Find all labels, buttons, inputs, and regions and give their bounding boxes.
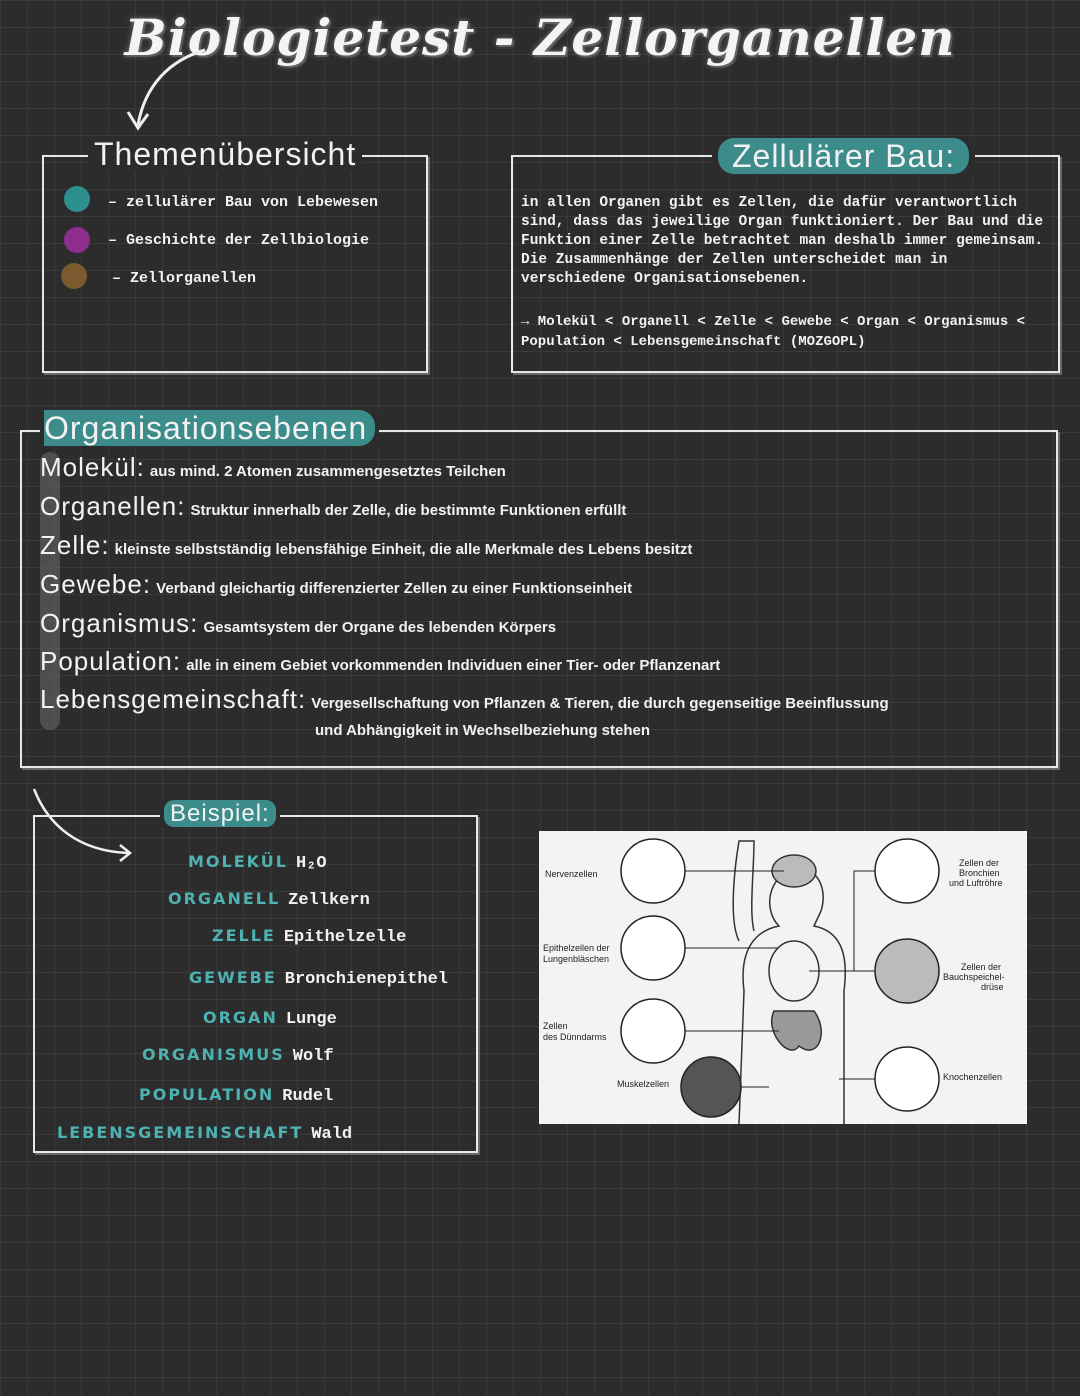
diagram-label: Nervenzellen bbox=[545, 869, 598, 879]
example-row bbox=[212, 926, 406, 947]
level-definition: alle in einem Gebiet vorkommenden Individuen einer Tier- oder Pflanzenart bbox=[186, 657, 721, 674]
diagram-label: Lungenbläschen bbox=[543, 954, 610, 964]
example-value: Lunge bbox=[285, 1010, 337, 1029]
example-heading-wrap bbox=[160, 800, 280, 828]
cell-structure-text: in allen Organen gibt es Zellen, die dafür verantwortlich sind, dass das jeweilige Organ funktioniert. Der Bau und die Funktion einer Zelle betrachtet man deshalb immer gemeinsam. Die Zusammenhänge der Zellen unterscheidet man in verschiedene Organisationsebenen. bbox=[521, 195, 1044, 287]
level-term: Molekül: bbox=[40, 452, 145, 482]
example-row bbox=[189, 968, 448, 989]
overview-box bbox=[42, 155, 428, 373]
diagram-label: Knochenzellen bbox=[943, 1072, 1003, 1082]
example-key: ZELLE bbox=[212, 926, 276, 945]
level-definition: kleinste selbstständig lebensfähige Einheit, die alle Merkmale des Lebens besitzt bbox=[114, 541, 693, 558]
overview-item: – Geschichte der Zellbiologie bbox=[108, 232, 370, 249]
diagram-label: Zellen bbox=[543, 1021, 568, 1031]
diagram-label: Bronchien bbox=[959, 868, 1000, 878]
level-definition: Vergesellschaftung von Pflanzen & Tieren, die durch gegenseitige Beeinflussung bbox=[311, 695, 889, 712]
example-row bbox=[168, 889, 370, 910]
level-row bbox=[40, 530, 692, 561]
muscle-cell-circle bbox=[681, 1057, 741, 1117]
levels-heading-wrap bbox=[40, 410, 379, 447]
diagram-label: Bauchspeichel- bbox=[943, 972, 1005, 982]
example-row bbox=[142, 1045, 334, 1066]
level-row bbox=[40, 491, 626, 522]
example-value: H₂O bbox=[295, 854, 327, 873]
overview-item: – zellulärer Bau von Lebewesen bbox=[108, 194, 379, 211]
diagram-label: Muskelzellen bbox=[617, 1079, 670, 1089]
example-key: ORGANISMUS bbox=[142, 1045, 285, 1064]
example-row bbox=[139, 1085, 333, 1106]
example-row bbox=[203, 1008, 337, 1029]
example-value: Bronchienepithel bbox=[284, 970, 448, 989]
level-term: Population: bbox=[40, 646, 182, 676]
level-row bbox=[40, 452, 506, 483]
gut-cell-circle bbox=[621, 999, 685, 1063]
nerve-cell-circle bbox=[621, 839, 685, 903]
epithel-cell-circle bbox=[621, 916, 685, 980]
overview-heading: Themenübersicht bbox=[88, 136, 362, 173]
level-definition: aus mind. 2 Atomen zusammengesetztes Teilchen bbox=[149, 463, 506, 480]
cell-structure-heading: Zellulärer Bau: bbox=[718, 138, 969, 174]
connector-lines bbox=[685, 871, 875, 1087]
arrow-icon bbox=[120, 40, 220, 140]
diagram-label: Zellen der bbox=[961, 962, 1002, 972]
diagram-label: und Luftröhre bbox=[949, 878, 1003, 888]
level-definition: Gesamtsystem der Organe des lebenden Körpers bbox=[203, 619, 557, 636]
body-outline bbox=[733, 841, 845, 1124]
level-row bbox=[40, 646, 720, 677]
level-definition: Struktur innerhalb der Zelle, die bestimmte Funktionen erfüllt bbox=[190, 502, 627, 519]
page-title: Biologietest - Zellorganellen bbox=[124, 8, 956, 67]
level-definition-cont: und Abhängigkeit in Wechselbeziehung stehen bbox=[315, 722, 651, 739]
level-term: Lebensgemeinschaft: bbox=[40, 684, 307, 714]
bronchial-cell-circle bbox=[875, 839, 939, 903]
example-key: LEBENSGEMEINSCHAFT bbox=[57, 1123, 304, 1142]
example-key: GEWEBE bbox=[189, 968, 277, 987]
level-row bbox=[40, 569, 632, 600]
example-row bbox=[57, 1123, 352, 1144]
hierarchy: → Molekül < Organell < Zelle < Gewebe < Organ < Organismus < Population < Lebensgemeinschaft bbox=[521, 314, 1026, 350]
example-heading: Beispiel: bbox=[164, 800, 276, 827]
example-key: ORGANELL bbox=[168, 889, 281, 908]
diagram-label: Epithelzellen der bbox=[543, 943, 610, 953]
purple-dot-icon bbox=[64, 227, 90, 253]
level-term: Zelle: bbox=[40, 530, 110, 560]
level-term: Organellen: bbox=[40, 491, 186, 521]
example-value: Wolf bbox=[292, 1047, 334, 1066]
example-row bbox=[188, 852, 327, 873]
teal-dot-icon bbox=[64, 186, 90, 212]
brown-dot-icon bbox=[61, 263, 87, 289]
diagram-label: Zellen der bbox=[959, 858, 1000, 868]
bone-cell-circle bbox=[875, 1047, 939, 1111]
diagram-label: drüse bbox=[981, 982, 1004, 992]
example-value: Zellkern bbox=[288, 891, 370, 910]
example-key: MOLEKÜL bbox=[188, 852, 288, 871]
example-key: ORGAN bbox=[203, 1008, 278, 1027]
level-row bbox=[40, 684, 889, 715]
example-value: Wald bbox=[311, 1125, 353, 1144]
overview-item: – Zellorganellen bbox=[112, 270, 257, 287]
overview-item-label: Geschichte der Zellbiologie bbox=[126, 232, 370, 249]
hierarchy-text bbox=[521, 312, 1051, 352]
level-term: Organismus: bbox=[40, 608, 199, 638]
overview-item-label: zellulärer Bau von Lebewesen bbox=[126, 194, 379, 211]
example-value: Epithelzelle bbox=[283, 928, 407, 947]
level-row bbox=[40, 608, 556, 639]
cell-structure-heading-wrap bbox=[712, 138, 975, 175]
overview-item-label: Zellorganellen bbox=[130, 270, 257, 287]
diagram-label: des Dünndarms bbox=[543, 1032, 607, 1042]
levels-heading: Organisationsebenen bbox=[44, 410, 375, 446]
level-term: Gewebe: bbox=[40, 569, 152, 599]
body-cells-diagram bbox=[539, 831, 1027, 1124]
level-definition: Verband gleichartig differenzierter Zellen zu einer Funktionseinheit bbox=[156, 580, 633, 597]
example-key: POPULATION bbox=[139, 1085, 275, 1104]
pancreas-cell-circle bbox=[875, 939, 939, 1003]
mnemonic: (MOZGOPL) bbox=[789, 334, 866, 350]
example-value: Rudel bbox=[282, 1087, 334, 1106]
